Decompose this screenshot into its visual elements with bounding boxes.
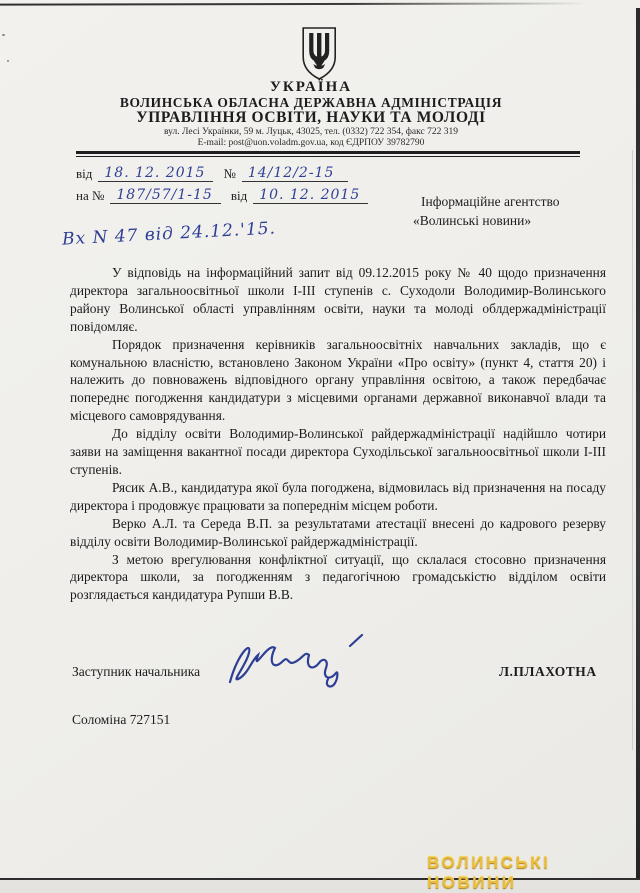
outgoing-reference-row — [76, 160, 378, 182]
paragraph-5: Верко А.Л. та Середа В.П. за результатами атестації внесені до кадрового резерву відділу освіти Володимир-Волинської райдержадміністрації. — [70, 515, 606, 549]
reply-number-handwritten: 187/57/1-15 — [110, 187, 220, 204]
header-department: УПРАВЛІННЯ ОСВІТИ, НАУКИ ТА МОЛОДІ — [136, 109, 486, 126]
reference-block — [76, 160, 378, 204]
handwritten-signature — [218, 630, 378, 699]
recipient-line2: «Волинські новини» — [413, 213, 532, 228]
outgoing-number-handwritten: 14/12/2-15 — [242, 165, 348, 182]
incoming-reference-row — [76, 182, 378, 204]
incoming-stamp-note: Вх N 47 від 24.12.'15. — [61, 218, 277, 250]
reply-date-handwritten: 10. 12. 2015 — [253, 187, 368, 204]
header-country: УКРАЇНА — [269, 79, 353, 95]
scan-speck — [2, 34, 5, 36]
paragraph-3: До відділу освіти Володимир-Волинської райдержадміністрації надійшло чотири заяви на заміщення вакантної посади директора Суходільської загальноосвітньої школи І-ІІІ ступенів. — [70, 426, 606, 477]
news-agency-watermark: ВОЛИНСЬКІ НОВИНИ — [427, 853, 551, 892]
header-address: вул. Лесі Українки, 59 м. Луцьк, 43025, тел. (0332) 722 354, факс 722 319 — [164, 127, 458, 137]
ukraine-trident-emblem — [299, 26, 339, 87]
signer-name: Л.ПЛАХОТНА — [499, 664, 597, 679]
paragraph-1: У відповідь на інформаційний запит від 09.12.2015 року № 40 щодо призначення директора загальноосвітньої школи І-ІІІ ступенів с. Суходоли Володимир-Волинського району Волинської області управлінням освіти, науки та молоді облдержадміністрації повідомляє. — [70, 265, 606, 334]
letter-body — [70, 264, 606, 604]
scan-edge-right — [636, 8, 640, 880]
reply-date-label: від — [230, 188, 248, 203]
scan-edge-top — [0, 2, 640, 5]
scan-speck — [7, 60, 9, 62]
from-label: від — [76, 166, 93, 181]
outgoing-date-handwritten: 18. 12. 2015 — [98, 165, 213, 182]
recipient-line1: Інформаційне агентство — [421, 194, 560, 209]
reply-label: на № — [76, 188, 105, 203]
executor-contact: Соломіна 727151 — [72, 712, 171, 727]
paragraph-6: З метою врегулювання конфліктної ситуації, що склалася стосовно призначення директора школи, за погодженням з педагогічною громадськістю відділом освіти розглядається кандидатура Рупши В.В. — [70, 551, 606, 603]
header-email: E-mail: post@uon.voladm.gov.ua, код ЄДРПОУ 39782790 — [197, 138, 425, 148]
scan-fold-line — [632, 150, 633, 750]
header-administration: ВОЛИНСЬКА ОБЛАСНА ДЕРЖАВНА АДМІНІСТРАЦІЯ — [119, 95, 503, 110]
paragraph-4: Рясик А.В., кандидатура якої була погоджена, відмовилась від призначення на посаду директора і продовжує працювати за попереднім місцем роботи. — [70, 479, 606, 513]
paragraph-2: Порядок призначення керівників загальноосвітніх навчальних закладів, що є комунальною власністю, встановлено Законом України «Про освіту» (пункт 4, стаття 20) і належить до повноважень відповідного органу управління освітою, а також передбачає попереднє погодження кандидатури з місцевими органами державної виконавчої влади та місцевого самоврядування. — [70, 336, 606, 424]
number-label: № — [223, 166, 236, 181]
recipient-block — [413, 192, 560, 230]
header-divider — [76, 151, 580, 157]
signer-position: Заступник начальника — [72, 664, 201, 679]
